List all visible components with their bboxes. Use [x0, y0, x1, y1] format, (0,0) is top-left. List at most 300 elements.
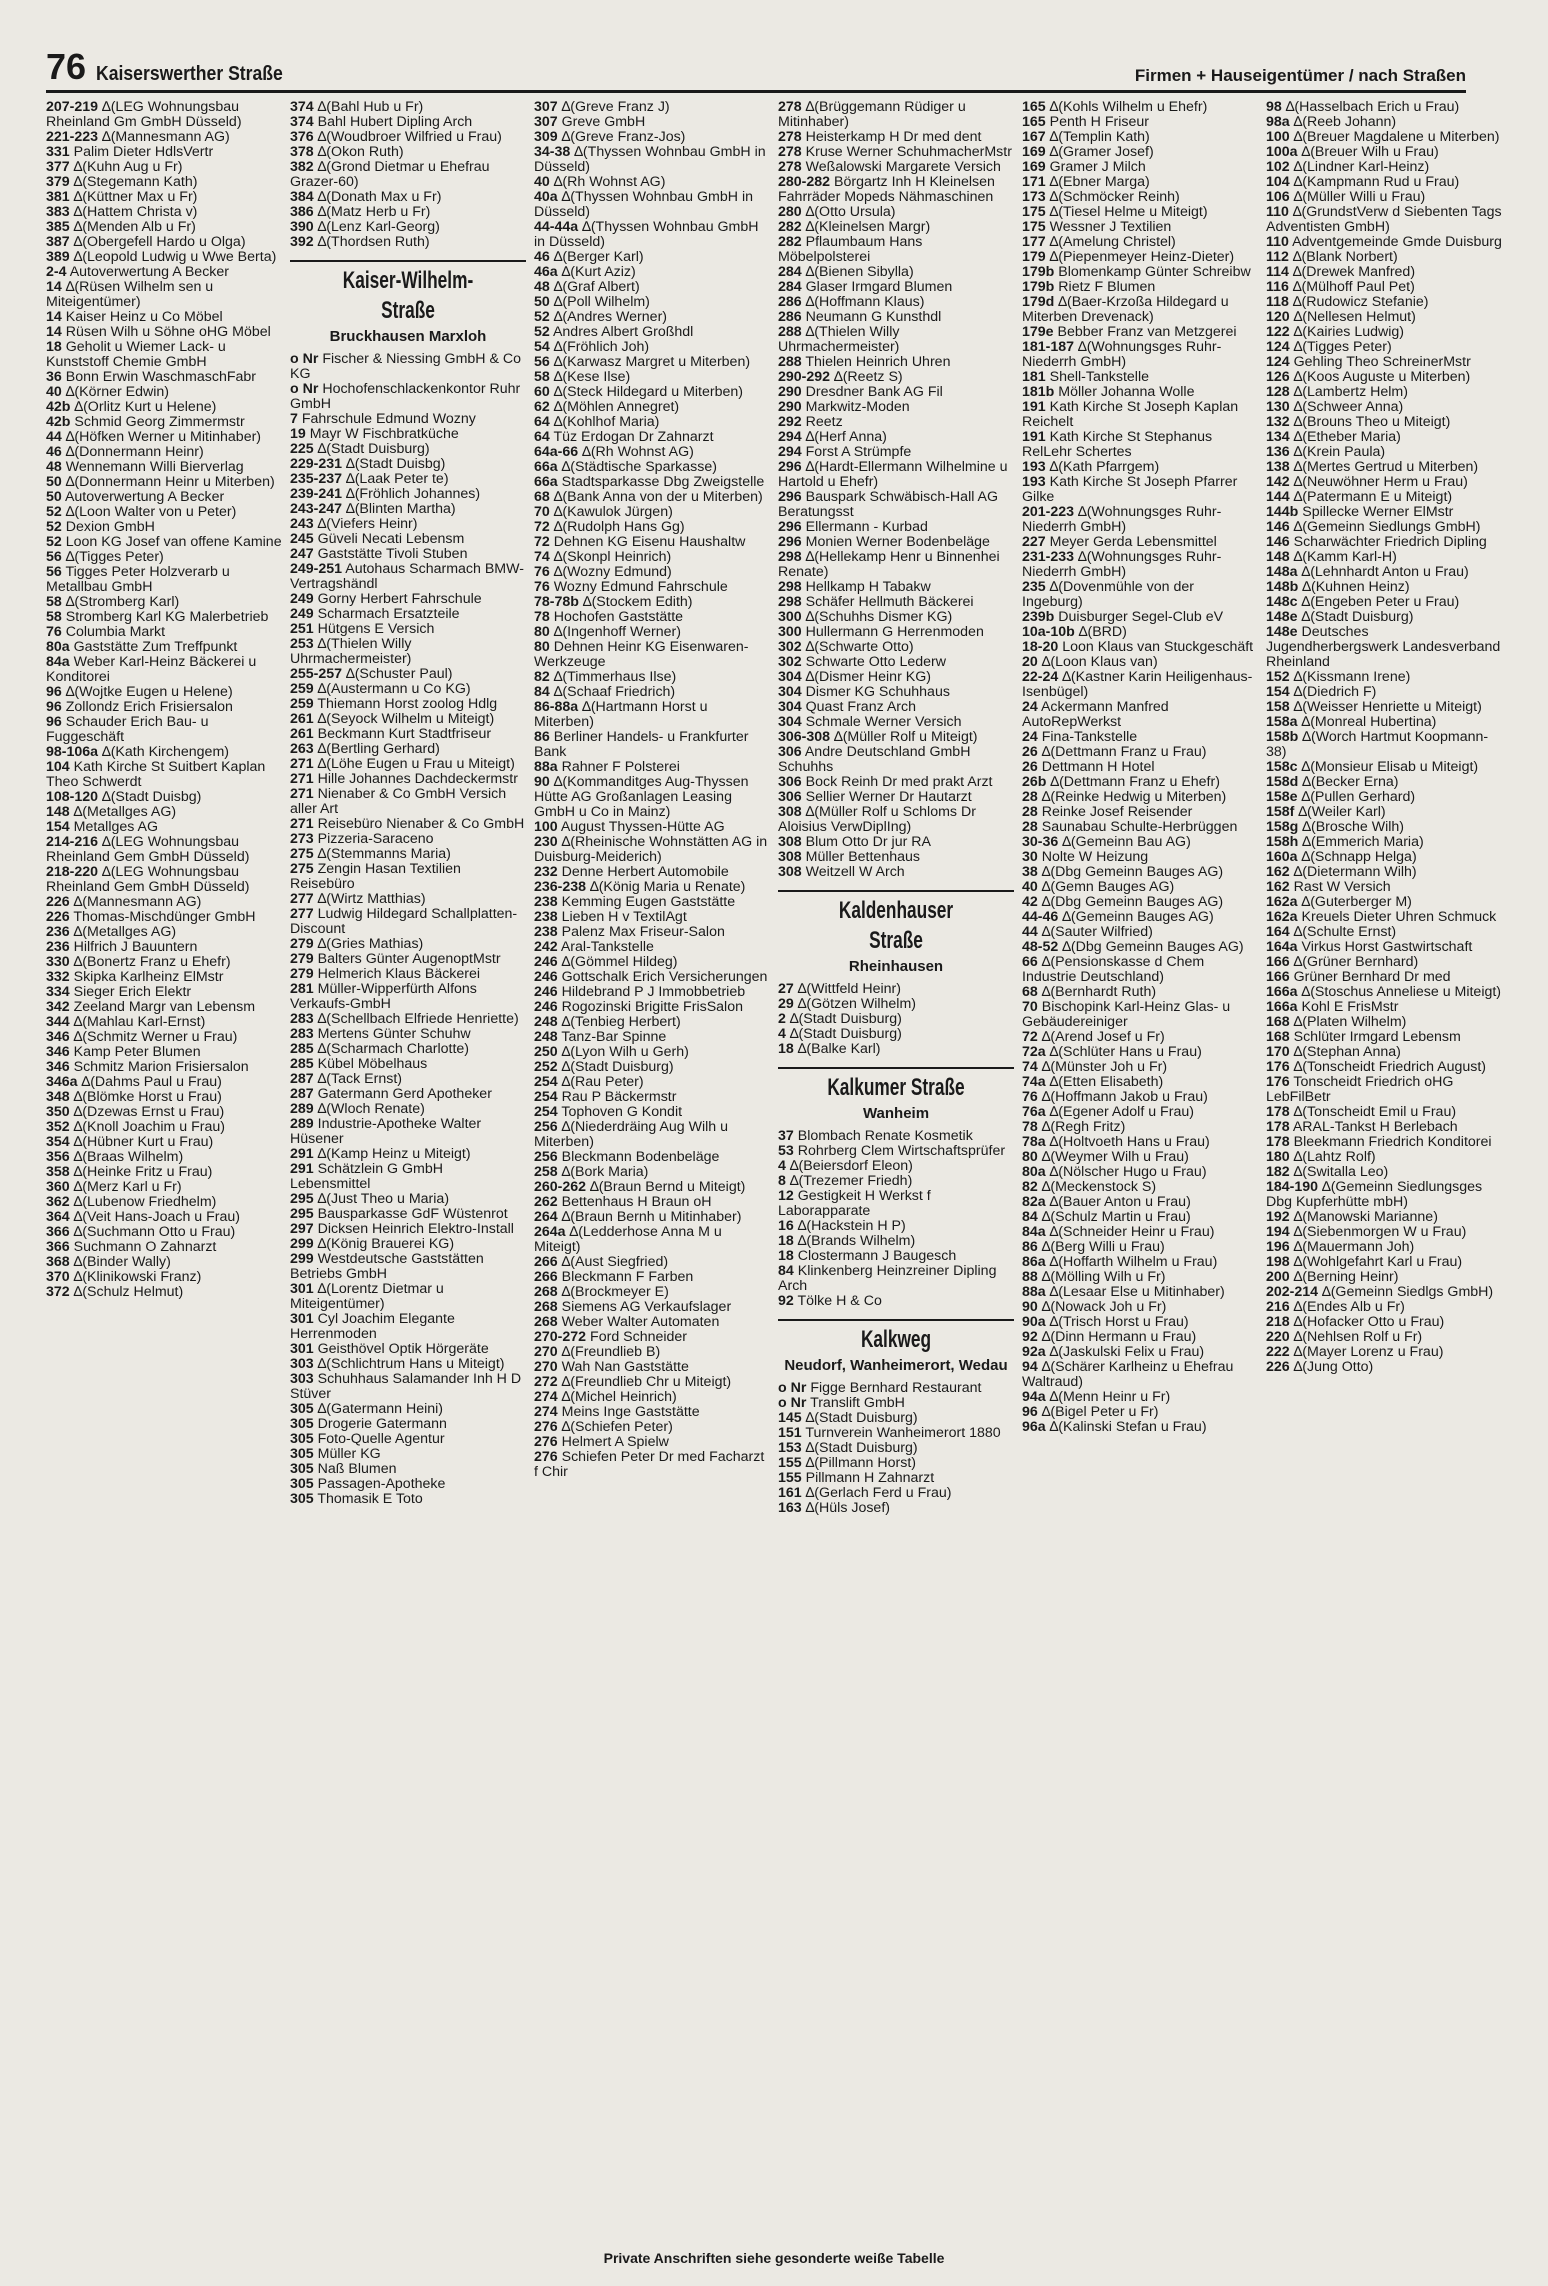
directory-entry: [1022, 1090, 1258, 1105]
directory-entry: [1022, 550, 1258, 580]
entry-text: Deutsches Jugendherbergswerk Landesverband Rheinland: [1266, 624, 1501, 670]
directory-entry: [778, 220, 1014, 235]
house-number: 96: [46, 699, 62, 715]
directory-entry: [46, 970, 282, 985]
house-number: 299: [290, 1236, 314, 1252]
house-number: 104: [1266, 174, 1290, 190]
entry-text: ∆(Dbg Gemeinn Bauges AG): [1062, 939, 1244, 955]
directory-entry: [290, 100, 526, 115]
directory-entry: [534, 880, 770, 895]
house-number: 94: [1022, 1359, 1038, 1375]
entry-text: Kohl E FrisMstr: [1301, 999, 1399, 1015]
house-number: 262: [534, 1194, 558, 1210]
house-number: 254: [534, 1104, 558, 1120]
entry-text: Weßalowski Margarete Versich: [805, 159, 1001, 175]
house-number: 362: [46, 1194, 70, 1210]
entry-text: ∆(Hoffmann Jakob u Frau): [1041, 1089, 1208, 1105]
entry-text: ∆(Braun Bernd u Miteigt): [590, 1179, 746, 1195]
directory-entry: [290, 382, 526, 412]
directory-entry: [534, 1045, 770, 1060]
directory-entry: [534, 1075, 770, 1090]
entry-text: Müller-Wipperfürth Alfons Verkaufs-GmbH: [290, 981, 477, 1012]
house-number: 264: [534, 1209, 558, 1225]
house-number: 374: [290, 114, 314, 130]
house-number: 52: [534, 309, 550, 325]
entry-text: Schwarte Otto Lederw: [805, 654, 946, 670]
entry-text: ∆(Nehlsen Rolf u Fr): [1293, 1329, 1423, 1345]
entry-text: Müller KG: [317, 1446, 381, 1462]
directory-entry: [534, 505, 770, 520]
house-number: 86: [1022, 1239, 1038, 1255]
directory-entry: [290, 1162, 526, 1192]
directory-entry: [290, 1447, 526, 1462]
entry-text: ∆(Platen Wilhelm): [1293, 1014, 1407, 1030]
house-number: 178: [1266, 1134, 1290, 1150]
entry-text: ∆(Dinn Hermann u Frau): [1041, 1329, 1197, 1345]
house-number: 64: [534, 414, 550, 430]
entry-text: Ludwig Hildegard Schallplatten-Discount: [290, 906, 518, 937]
house-number: 94a: [1022, 1389, 1046, 1405]
directory-entry: [290, 1417, 526, 1432]
house-number: 278: [778, 144, 802, 160]
entry-text: Thiemann Horst zoolog Hdlg: [317, 696, 498, 712]
entry-text: ∆(Monsieur Elisab u Miteigt): [1301, 759, 1479, 775]
house-number: 277: [290, 891, 314, 907]
entry-text: ∆(Emmerich Maria): [1302, 834, 1424, 850]
directory-entry: [1022, 1165, 1258, 1180]
entry-text: ∆(Niederdräing Aug Wilh u Miterben): [534, 1119, 729, 1150]
entry-text: ∆(Dzewas Ernst u Frau): [73, 1104, 225, 1120]
directory-entry: [778, 580, 1014, 595]
directory-entry: [1022, 1315, 1258, 1330]
directory-entry: [1266, 925, 1502, 940]
house-number: 162: [1266, 879, 1290, 895]
house-number: 24: [1022, 699, 1038, 715]
house-number: 158d: [1266, 774, 1299, 790]
directory-entry: [46, 475, 282, 490]
directory-columns: [46, 100, 1516, 2240]
entry-text: ∆(Dbg Gemeinn Bauges AG): [1041, 864, 1224, 880]
entry-text: ∆(Thyssen Wohnbau GmbH in Düsseld): [534, 219, 759, 250]
directory-column-4: [778, 100, 1014, 2240]
house-number: 291: [290, 1161, 314, 1177]
directory-entry: [1266, 190, 1502, 205]
entry-text: ∆(Thielen Willy Uhrmachermeister): [290, 636, 412, 667]
entry-text: ∆(Sauter Wilfried): [1041, 924, 1153, 940]
directory-entry: [778, 790, 1014, 805]
house-number: 294: [778, 429, 802, 445]
directory-entry: [1022, 1210, 1258, 1225]
house-number: 90a: [1022, 1314, 1046, 1330]
house-number: 286: [778, 294, 802, 310]
entry-text: Bleckmann Bodenbeläge: [561, 1149, 720, 1165]
entry-text: ∆(Metallges AG): [73, 804, 177, 820]
directory-entry: [778, 655, 1014, 670]
house-number: 58: [534, 369, 550, 385]
directory-entry: [534, 1450, 770, 1480]
house-number: 76: [534, 564, 550, 580]
entry-text: Tüz Erdogan Dr Zahnarzt: [553, 429, 714, 445]
house-number: 279: [290, 966, 314, 982]
house-number: 236: [46, 939, 70, 955]
house-number: 163: [778, 1500, 802, 1516]
directory-entry: [1022, 610, 1258, 625]
house-number: 158b: [1266, 729, 1299, 745]
directory-entry: [290, 967, 526, 982]
directory-entry: [778, 1144, 1014, 1159]
directory-entry: [46, 1120, 282, 1135]
directory-entry: [534, 490, 770, 505]
entry-text: ∆(Wirtz Matthias): [317, 891, 426, 907]
directory-entry: [1266, 325, 1502, 340]
entry-text: ∆(Mertes Gertrud u Miterben): [1293, 459, 1479, 475]
entry-text: ∆(Mauermann Joh): [1293, 1239, 1415, 1255]
house-number: 346: [46, 1059, 70, 1075]
house-number: 235: [1022, 579, 1046, 595]
entry-text: ∆(Berger Karl): [553, 249, 644, 265]
entry-text: Duisburger Segel-Club eV: [1058, 609, 1224, 625]
directory-entry: [1266, 565, 1502, 580]
entry-text: ∆(Herf Anna): [805, 429, 887, 445]
entry-text: ∆(Gömmel Hildeg): [561, 954, 678, 970]
directory-entry: [1022, 700, 1258, 730]
house-number: 146: [1266, 534, 1290, 550]
directory-entry: [46, 985, 282, 1000]
entry-text: Sieger Erich Elektr: [73, 984, 192, 1000]
house-number: 53: [778, 1143, 794, 1159]
entry-text: Weber Walter Automaten: [561, 1314, 720, 1330]
house-number: 29: [778, 996, 794, 1012]
directory-entry: [1022, 640, 1258, 655]
house-number: 175: [1022, 204, 1046, 220]
house-number: 306: [778, 789, 802, 805]
entry-text: ∆(Grüner Bernhard): [1293, 954, 1419, 970]
entry-text: ∆(Pillmann Horst): [805, 1455, 917, 1471]
entry-text: ∆(Dovenmühle von der Ingeburg): [1022, 579, 1194, 610]
entry-text: ∆(Lenz Karl-Georg): [317, 219, 440, 235]
entry-text: ∆(Blömke Horst u Frau): [73, 1089, 222, 1105]
house-number: 74a: [1022, 1074, 1046, 1090]
directory-entry: [1266, 1015, 1502, 1030]
house-number: 37: [778, 1128, 794, 1144]
entry-text: ∆(Austermann u Co KG): [317, 681, 471, 697]
directory-entry: [778, 850, 1014, 865]
entry-text: ∆(Piepenmeyer Heinz-Dieter): [1049, 249, 1235, 265]
house-number: 248: [534, 1014, 558, 1030]
house-number: 282: [778, 234, 802, 250]
directory-entry: [534, 1390, 770, 1405]
house-number: 304: [778, 684, 802, 700]
entry-text: ∆(Grond Dietmar u Ehefrau Grazer-60): [290, 159, 490, 190]
directory-entry: [1022, 1075, 1258, 1090]
house-number: 171: [1022, 174, 1046, 190]
directory-entry: [290, 190, 526, 205]
entry-text: Ford Schneider: [590, 1329, 688, 1345]
directory-entry: [46, 1195, 282, 1210]
entry-text: ∆(Mannesmann AG): [73, 894, 202, 910]
entry-text: ∆(Baer-Krzoßa Hildegard u Miterben Drevenack): [1022, 294, 1229, 325]
entry-text: Markwitz-Moden: [805, 399, 910, 415]
house-number: 218-220: [46, 864, 99, 880]
house-number: 258: [534, 1164, 558, 1180]
house-number: 124: [1266, 354, 1290, 370]
directory-entry: [290, 487, 526, 502]
entry-text: ∆(Gries Mathias): [317, 936, 424, 952]
house-number: 270: [534, 1359, 558, 1375]
entry-text: Tonscheidt Friedrich oHG LebFilBetr: [1266, 1074, 1454, 1105]
directory-entry: [1266, 1360, 1502, 1375]
entry-text: ∆(Orlitz Kurt u Helene): [74, 399, 217, 415]
entry-text: ∆(Karwasz Margret u Miterben): [553, 354, 751, 370]
street-name: Kalkumer Straße: [827, 1074, 965, 1101]
directory-entry: [46, 520, 282, 535]
directory-entry: [1022, 775, 1258, 790]
house-number: 332: [46, 969, 70, 985]
house-number: 287: [290, 1086, 314, 1102]
house-number: 72: [1022, 1029, 1038, 1045]
directory-entry: [1022, 340, 1258, 370]
directory-entry: [534, 1150, 770, 1165]
entry-text: ∆(Drewek Manfred): [1292, 264, 1416, 280]
house-number: 52: [534, 324, 550, 340]
house-number: 90: [534, 774, 550, 790]
street-section-header: [778, 1067, 1014, 1123]
house-number: 291: [290, 1146, 314, 1162]
directory-entry: [534, 640, 770, 670]
entry-text: Skipka Karlheinz ElMstr: [73, 969, 224, 985]
house-number: 379: [46, 174, 70, 190]
house-number: 30-36: [1022, 834, 1059, 850]
house-number: 178: [1266, 1119, 1290, 1135]
directory-entry: [290, 1312, 526, 1342]
house-number: 256: [534, 1119, 558, 1135]
entry-text: ∆(Engeben Peter u Frau): [1301, 594, 1460, 610]
directory-entry: [534, 1405, 770, 1420]
house-number: 270: [534, 1344, 558, 1360]
house-number: 298: [778, 594, 802, 610]
house-number: 276: [534, 1419, 558, 1435]
directory-entry: [290, 952, 526, 967]
house-number: 304: [778, 669, 802, 685]
house-number: 376: [290, 129, 314, 145]
entry-text: Columbia Markt: [65, 624, 166, 640]
house-number: 12: [778, 1188, 794, 1204]
entry-text: ∆(Balke Karl): [797, 1041, 881, 1057]
street-name: Kalkweg: [860, 1326, 932, 1353]
house-number: 356: [46, 1149, 70, 1165]
entry-text: Autohaus Scharmach BMW-Vertragshändl: [290, 561, 524, 592]
house-number: 92: [1022, 1329, 1038, 1345]
entry-text: Bauspark Schwäbisch-Hall AG Beratungsst: [778, 489, 999, 520]
entry-text: ∆(Tonscheidt Emil u Frau): [1293, 1104, 1457, 1120]
house-number: 288: [778, 324, 802, 340]
directory-entry: [290, 517, 526, 532]
house-number: 305: [290, 1461, 314, 1477]
directory-entry: [46, 760, 282, 790]
entry-text: ∆(Pensionskasse d Chem Industrie Deutschland): [1022, 954, 1205, 985]
directory-entry: [1022, 1060, 1258, 1075]
house-number: 301: [290, 1341, 314, 1357]
directory-entry: [1266, 205, 1502, 235]
entry-text: ∆(Lindner Karl-Heinz): [1293, 159, 1430, 175]
entry-text: Tophoven G Kondit: [561, 1104, 683, 1120]
entry-text: Möller Johanna Wolle: [1058, 384, 1195, 400]
house-number: 246: [534, 999, 558, 1015]
entry-text: ∆(Gemeinn Siedlungsges Dbg Kupferhütte mbH): [1266, 1179, 1483, 1210]
entry-text: ∆(Thordsen Ruth): [317, 234, 430, 250]
house-number: 14: [46, 309, 62, 325]
house-number: 42b: [46, 399, 71, 415]
directory-entry: [534, 1120, 770, 1150]
directory-entry: [290, 412, 526, 427]
directory-entry: [1266, 235, 1502, 250]
entry-text: Adventgemeinde Gmde Duisburg: [1292, 234, 1502, 250]
house-number: 78: [1022, 1119, 1038, 1135]
entry-text: Bonn Erwin WaschmaschFabr: [65, 369, 257, 385]
entry-text: Pillmann H Zahnarzt: [805, 1470, 935, 1486]
house-number: 296: [778, 519, 802, 535]
directory-entry: [534, 1270, 770, 1285]
entry-text: ∆(Regh Fritz): [1041, 1119, 1126, 1135]
entry-text: Thielen Heinrich Uhren: [805, 354, 951, 370]
entry-text: ∆(Viefers Heinr): [317, 516, 418, 532]
entry-text: ∆(Jung Otto): [1293, 1359, 1374, 1375]
entry-text: Dehnen KG Eisenu Haushaltw: [553, 534, 746, 550]
entry-text: ∆(Bahl Hub u Fr): [317, 100, 424, 115]
directory-entry: [534, 445, 770, 460]
entry-text: ∆(Merz Karl u Fr): [73, 1179, 182, 1195]
directory-entry: [46, 835, 282, 865]
house-number: 170: [1266, 1044, 1290, 1060]
directory-entry: [1266, 280, 1502, 295]
entry-text: Mertens Günter Schuhw: [317, 1026, 471, 1042]
entry-text: Bausparkasse GdF Wüstenrot: [317, 1206, 508, 1222]
directory-entry: [290, 667, 526, 682]
directory-entry: [46, 505, 282, 520]
directory-entry: [534, 460, 770, 475]
directory-entry: [534, 115, 770, 130]
entry-text: ∆(Schmöcker Reinh): [1049, 189, 1180, 205]
house-number: 306: [778, 744, 802, 760]
directory-entry: [1266, 625, 1502, 670]
entry-text: ∆(Berg Willi u Frau): [1041, 1239, 1165, 1255]
directory-entry: [534, 625, 770, 640]
house-number: 290-292: [778, 369, 831, 385]
entry-text: Scharwächter Friedrich Dipling: [1293, 534, 1487, 550]
entry-text: Glaser Irmgard Blumen: [805, 279, 953, 295]
house-number: 46a: [534, 264, 558, 280]
house-number: 366: [46, 1224, 70, 1240]
entry-text: Geholit u Wiemer Lack- u Kunststoff Chemie GmbH: [46, 339, 226, 370]
entry-text: Kath Kirche St Suitbert Kaplan Theo Schwerdt: [46, 759, 266, 790]
house-number: 383: [46, 204, 70, 220]
house-number: 305: [290, 1431, 314, 1447]
directory-entry: [46, 1075, 282, 1090]
directory-entry: [778, 715, 1014, 730]
entry-text: Gramer J Milch: [1049, 159, 1146, 175]
directory-entry: [1266, 535, 1502, 550]
house-number: 48: [534, 279, 550, 295]
directory-entry: [1266, 175, 1502, 190]
directory-entry: [290, 1192, 526, 1207]
entry-text: ∆(Brouns Theo u Miteigt): [1293, 414, 1451, 430]
entry-text: Gorny Herbert Fahrschule: [317, 591, 482, 607]
entry-text: ∆(Weymer Wilh u Frau): [1041, 1149, 1189, 1165]
house-number: 350: [46, 1104, 70, 1120]
house-number: 305: [290, 1416, 314, 1432]
directory-entry: [290, 937, 526, 952]
house-number: o Nr: [290, 381, 319, 397]
house-number: 166: [1266, 954, 1290, 970]
entry-text: ∆(Schulte Ernst): [1293, 924, 1397, 940]
entry-text: Cyl Joachim Elegante Herrenmoden: [290, 1311, 455, 1342]
directory-entry: [290, 862, 526, 892]
entry-text: ∆(Gemn Bauges AG): [1041, 879, 1175, 895]
entry-text: Helmert A Spielw: [561, 1434, 669, 1450]
entry-text: ∆(Kohlhof Maria): [553, 414, 660, 430]
house-number: 40: [1022, 879, 1038, 895]
directory-entry: [46, 160, 282, 175]
house-number: 167: [1022, 129, 1046, 145]
directory-entry: [534, 1105, 770, 1120]
directory-entry: [46, 715, 282, 745]
directory-entry: [1022, 820, 1258, 835]
house-number: o Nr: [290, 351, 319, 367]
entry-text: Industrie-Apotheke Walter Hüsener: [290, 1116, 482, 1147]
house-number: 385: [46, 219, 70, 235]
entry-text: ∆(LEG Wohnungsbau Rheinland Gem GmbH Düsseld): [46, 834, 250, 865]
directory-entry: [534, 1300, 770, 1315]
house-number: 274: [534, 1389, 558, 1405]
directory-entry: [534, 835, 770, 865]
directory-entry: [46, 790, 282, 805]
directory-entry: [1266, 1345, 1502, 1360]
entry-text: ∆(Rheinische Wohnstätten AG in Duisburg-Meiderich): [534, 834, 768, 865]
directory-entry: [534, 925, 770, 940]
directory-entry: [534, 325, 770, 340]
directory-entry: [1266, 445, 1502, 460]
directory-entry: [46, 1240, 282, 1255]
house-number: 76: [1022, 1089, 1038, 1105]
house-number: 169: [1022, 144, 1046, 160]
entry-text: Wah Nan Gaststätte: [561, 1359, 689, 1375]
directory-entry: [1022, 280, 1258, 295]
directory-entry: [534, 1060, 770, 1075]
directory-entry: [46, 895, 282, 910]
directory-entry: [46, 1225, 282, 1240]
directory-entry: [1022, 880, 1258, 895]
directory-entry: [534, 550, 770, 565]
entry-text: Bleekmann Friedrich Konditorei: [1293, 1134, 1492, 1150]
house-number: 118: [1266, 294, 1289, 310]
house-number: 46: [534, 249, 550, 265]
house-number: 225: [290, 441, 314, 457]
directory-entry: [1266, 340, 1502, 355]
directory-entry: [1266, 355, 1502, 370]
house-number: 226: [46, 909, 70, 925]
house-number: 56: [46, 564, 62, 580]
entry-text: ∆(Kissmann Irene): [1293, 669, 1411, 685]
entry-text: ∆(Hartmann Horst u Miterben): [534, 699, 708, 730]
directory-entry: [290, 1282, 526, 1312]
page-header: [46, 48, 1466, 93]
house-number: 60: [534, 384, 550, 400]
directory-entry: [1266, 520, 1502, 535]
house-number: 242: [534, 939, 558, 955]
house-number: 295: [290, 1206, 314, 1222]
directory-entry: [290, 352, 526, 382]
entry-text: ∆(Schärer Karlheinz u Ehefrau Waltraud): [1022, 1359, 1234, 1390]
